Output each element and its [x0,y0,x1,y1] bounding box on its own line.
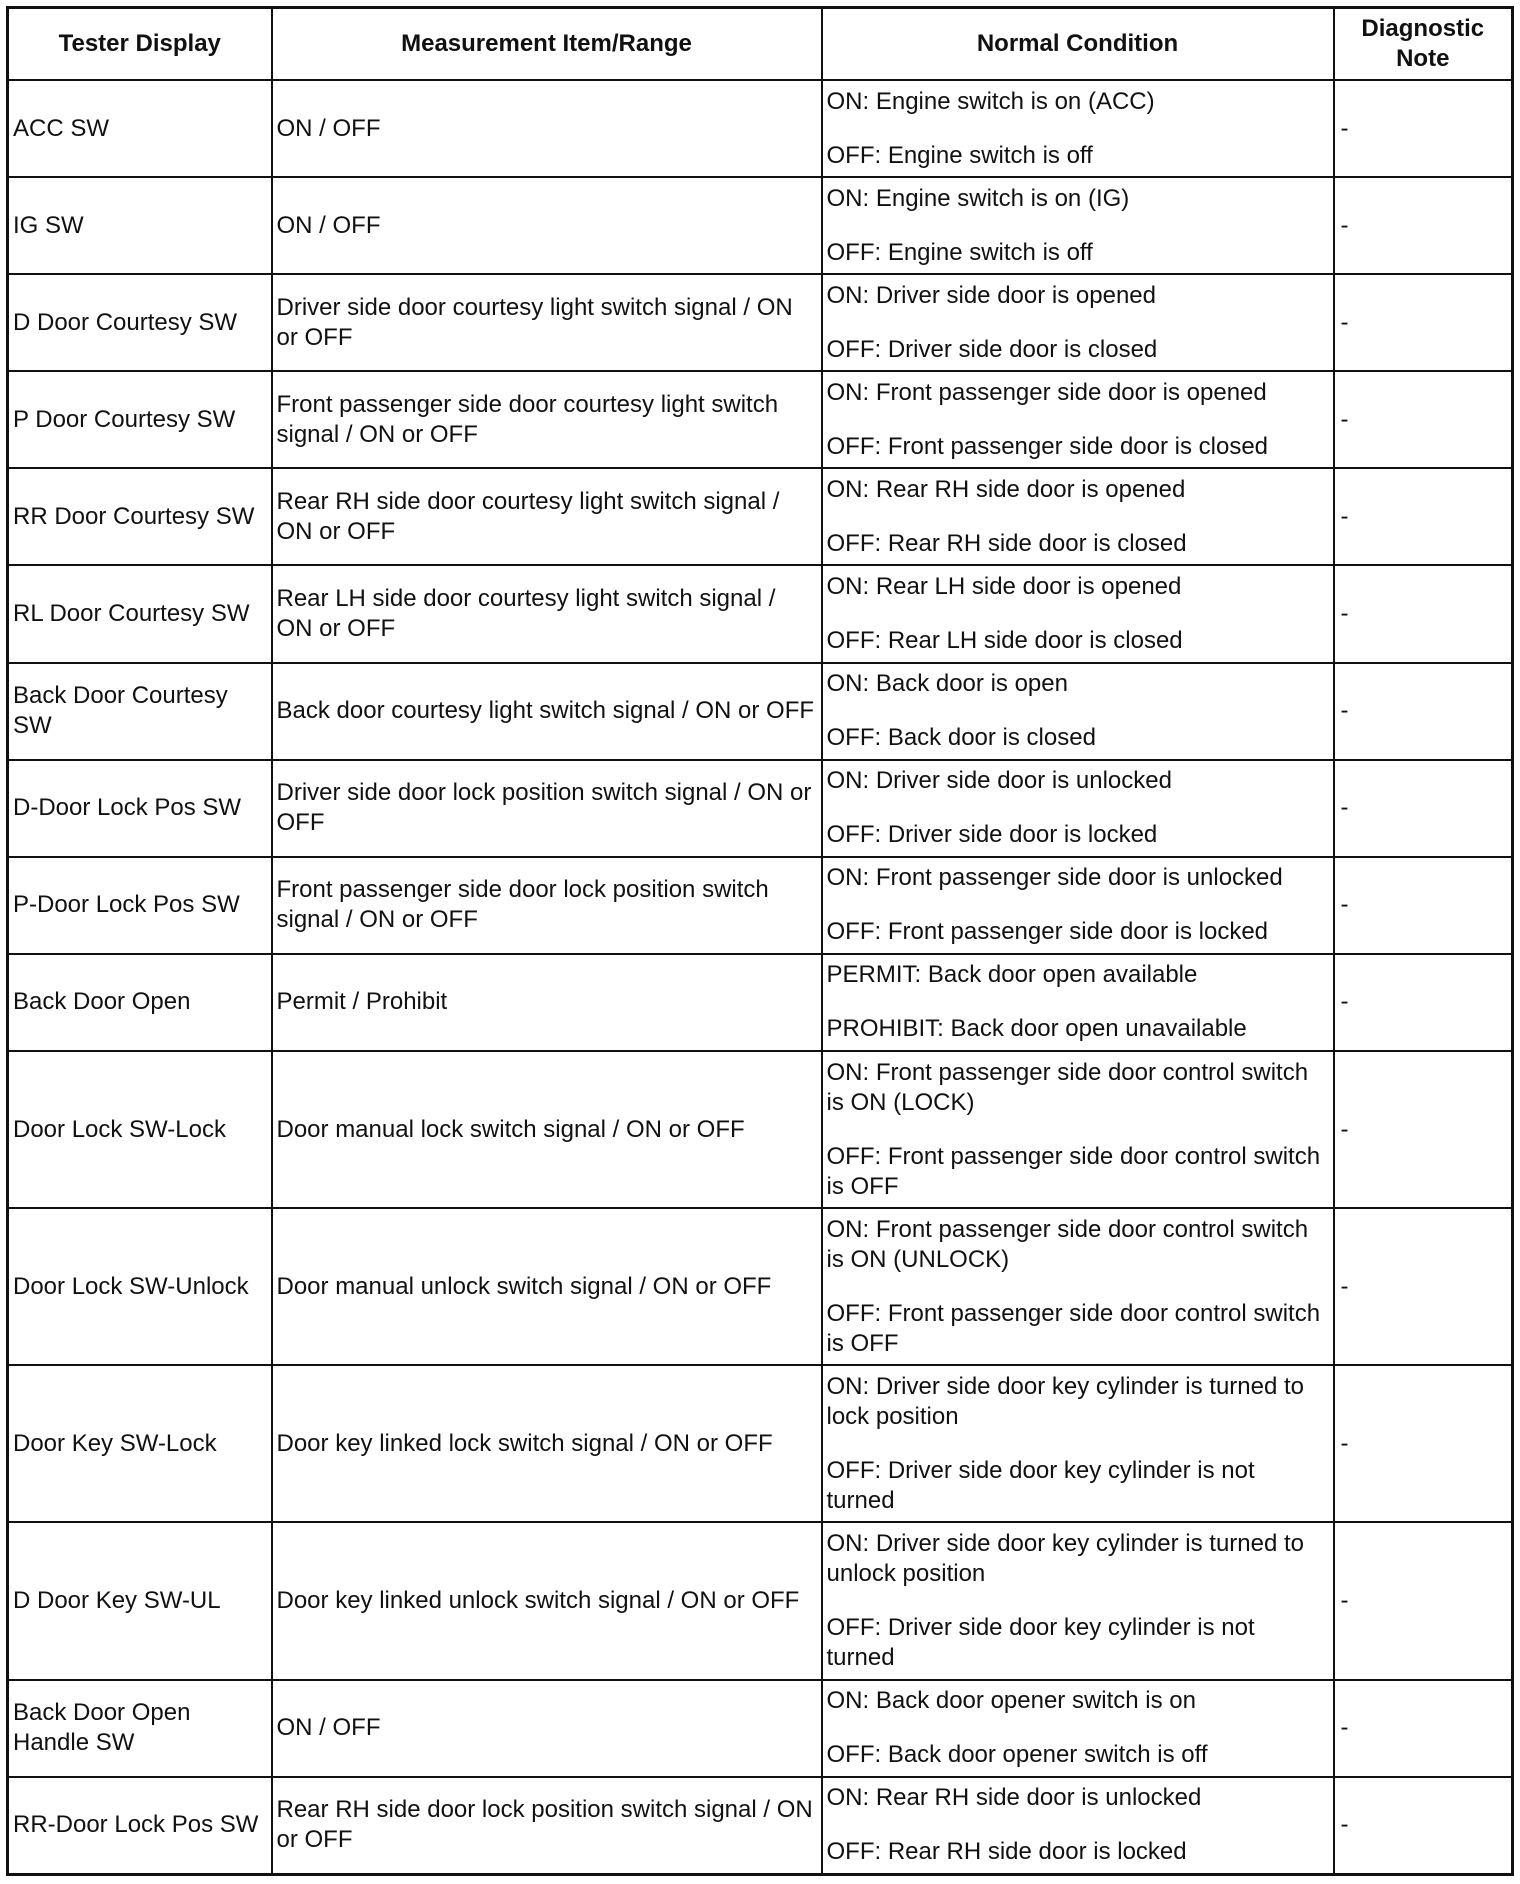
condition-off-text: OFF: Front passenger side door is closed [826,432,1269,460]
table-row [8,371,1513,468]
cell-tester-display: D-Door Lock Pos SW [8,760,272,857]
condition-on-text: ON: Rear RH side door is opened [826,475,1186,503]
cell-tester-display: IG SW [8,177,272,274]
condition-on-text: ON: Driver side door key cylinder is turned to unlock position [826,1530,1305,1588]
cell-tester-display: Back Door Open Handle SW [8,1680,272,1777]
cell-diagnostic-note: - [1334,857,1513,954]
table-row [8,954,1513,1051]
condition-on-text: ON: Engine switch is on (IG) [826,184,1130,212]
cell-normal-condition [822,1522,1334,1679]
cell-measurement-item-range: ON / OFF [272,80,822,177]
condition-off-text: OFF: Driver side door is locked [826,821,1158,849]
header-row [8,8,1513,81]
table-row [8,1208,1513,1365]
cell-tester-display: Back Door Courtesy SW [8,663,272,760]
cell-tester-display: Door Key SW-Lock [8,1365,272,1522]
condition-off-text: OFF: Front passenger side door control switch is OFF [826,1299,1321,1357]
cell-tester-display: RR Door Courtesy SW [8,468,272,565]
cell-tester-display: Door Lock SW-Unlock [8,1208,272,1365]
cell-measurement-item-range: Back door courtesy light switch signal / ON or OFF [272,663,822,760]
cell-tester-display: Door Lock SW-Lock [8,1051,272,1208]
cell-normal-condition [822,1680,1334,1777]
cell-normal-condition [822,1365,1334,1522]
cell-measurement-item-range: ON / OFF [272,177,822,274]
table-row [8,663,1513,760]
condition-on-text: ON: Driver side door is opened [826,281,1156,309]
cell-diagnostic-note: - [1334,80,1513,177]
cell-diagnostic-note: - [1334,663,1513,760]
cell-diagnostic-note: - [1334,1522,1513,1679]
cell-measurement-item-range: Driver side door lock position switch signal / ON or OFF [272,760,822,857]
cell-normal-condition [822,565,1334,662]
cell-diagnostic-note: - [1334,1208,1513,1365]
cell-tester-display: RR-Door Lock Pos SW [8,1777,272,1875]
condition-on-text: ON: Engine switch is on (ACC) [826,87,1155,115]
condition-off-text: OFF: Engine switch is off [826,141,1093,169]
condition-on-text: ON: Driver side door key cylinder is turned to lock position [826,1372,1305,1430]
cell-diagnostic-note: - [1334,468,1513,565]
cell-measurement-item-range: Driver side door courtesy light switch signal / ON or OFF [272,274,822,371]
table-row [8,1051,1513,1208]
cell-normal-condition [822,857,1334,954]
cell-tester-display: RL Door Courtesy SW [8,565,272,662]
header-diagnostic-note: Diagnostic Note [1334,8,1513,81]
condition-off-text: OFF: Rear RH side door is locked [826,1838,1187,1866]
cell-normal-condition [822,954,1334,1051]
cell-tester-display: P-Door Lock Pos SW [8,857,272,954]
condition-on-text: ON: Rear LH side door is opened [826,573,1182,601]
condition-off-text: OFF: Front passenger side door is locked [826,918,1269,946]
cell-normal-condition [822,1777,1334,1875]
condition-off-text: OFF: Rear RH side door is closed [826,529,1187,557]
condition-on-text: PERMIT: Back door open available [826,961,1198,989]
table-row [8,1777,1513,1875]
table-row [8,1365,1513,1522]
cell-normal-condition [822,760,1334,857]
condition-on-text: ON: Rear RH side door is unlocked [826,1784,1202,1812]
cell-normal-condition [822,1208,1334,1365]
cell-normal-condition [822,371,1334,468]
header-tester-display: Tester Display [8,8,272,81]
cell-diagnostic-note: - [1334,565,1513,662]
cell-measurement-item-range: Front passenger side door lock position switch signal / ON or OFF [272,857,822,954]
cell-measurement-item-range: Rear LH side door courtesy light switch signal / ON or OFF [272,565,822,662]
table-row [8,177,1513,274]
condition-off-text: OFF: Rear LH side door is closed [826,627,1183,655]
cell-tester-display: Back Door Open [8,954,272,1051]
cell-normal-condition [822,1051,1334,1208]
condition-off-text: OFF: Driver side door key cylinder is not turned [826,1614,1255,1672]
table-row [8,274,1513,371]
cell-measurement-item-range: Rear RH side door lock position switch signal / ON or OFF [272,1777,822,1875]
header-normal-condition: Normal Condition [822,8,1334,81]
diagnostic-data-table [6,6,1514,1876]
condition-on-text: ON: Back door is open [826,670,1068,698]
table-row [8,760,1513,857]
table-row [8,1680,1513,1777]
cell-diagnostic-note: - [1334,1680,1513,1777]
cell-measurement-item-range: Door key linked unlock switch signal / ON or OFF [272,1522,822,1679]
cell-diagnostic-note: - [1334,274,1513,371]
cell-measurement-item-range: Permit / Prohibit [272,954,822,1051]
cell-normal-condition [822,663,1334,760]
condition-off-text: OFF: Back door is closed [826,724,1096,752]
cell-measurement-item-range: Door key linked lock switch signal / ON or OFF [272,1365,822,1522]
cell-tester-display: ACC SW [8,80,272,177]
cell-measurement-item-range: Door manual unlock switch signal / ON or OFF [272,1208,822,1365]
condition-off-text: PROHIBIT: Back door open unavailable [826,1015,1247,1043]
cell-diagnostic-note: - [1334,177,1513,274]
cell-diagnostic-note: - [1334,954,1513,1051]
condition-off-text: OFF: Back door opener switch is off [826,1741,1208,1769]
condition-off-text: OFF: Driver side door key cylinder is not turned [826,1456,1255,1514]
condition-off-text: OFF: Front passenger side door control switch is OFF [826,1142,1321,1200]
cell-diagnostic-note: - [1334,760,1513,857]
table-row [8,1522,1513,1679]
table-row [8,80,1513,177]
condition-off-text: OFF: Engine switch is off [826,238,1093,266]
cell-normal-condition [822,80,1334,177]
cell-tester-display: D Door Courtesy SW [8,274,272,371]
cell-diagnostic-note: - [1334,371,1513,468]
condition-off-text: OFF: Driver side door is closed [826,335,1158,363]
table-row [8,857,1513,954]
table-row [8,468,1513,565]
cell-normal-condition [822,177,1334,274]
condition-on-text: ON: Front passenger side door is opened [826,378,1267,406]
cell-normal-condition [822,468,1334,565]
cell-diagnostic-note: - [1334,1777,1513,1875]
cell-measurement-item-range: Front passenger side door courtesy light switch signal / ON or OFF [272,371,822,468]
condition-on-text: ON: Front passenger side door is unlocked [826,864,1283,892]
cell-normal-condition [822,274,1334,371]
cell-tester-display: P Door Courtesy SW [8,371,272,468]
cell-tester-display: D Door Key SW-UL [8,1522,272,1679]
cell-diagnostic-note: - [1334,1365,1513,1522]
header-measurement-item-range: Measurement Item/Range [272,8,822,81]
condition-on-text: ON: Front passenger side door control switch is ON (UNLOCK) [826,1215,1309,1273]
condition-on-text: ON: Back door opener switch is on [826,1687,1197,1715]
condition-on-text: ON: Front passenger side door control switch is ON (LOCK) [826,1058,1309,1116]
condition-on-text: ON: Driver side door is unlocked [826,767,1172,795]
cell-measurement-item-range: Rear RH side door courtesy light switch signal / ON or OFF [272,468,822,565]
table-row [8,565,1513,662]
table-body [8,80,1513,1875]
cell-measurement-item-range: Door manual lock switch signal / ON or OFF [272,1051,822,1208]
cell-diagnostic-note: - [1334,1051,1513,1208]
cell-measurement-item-range: ON / OFF [272,1680,822,1777]
